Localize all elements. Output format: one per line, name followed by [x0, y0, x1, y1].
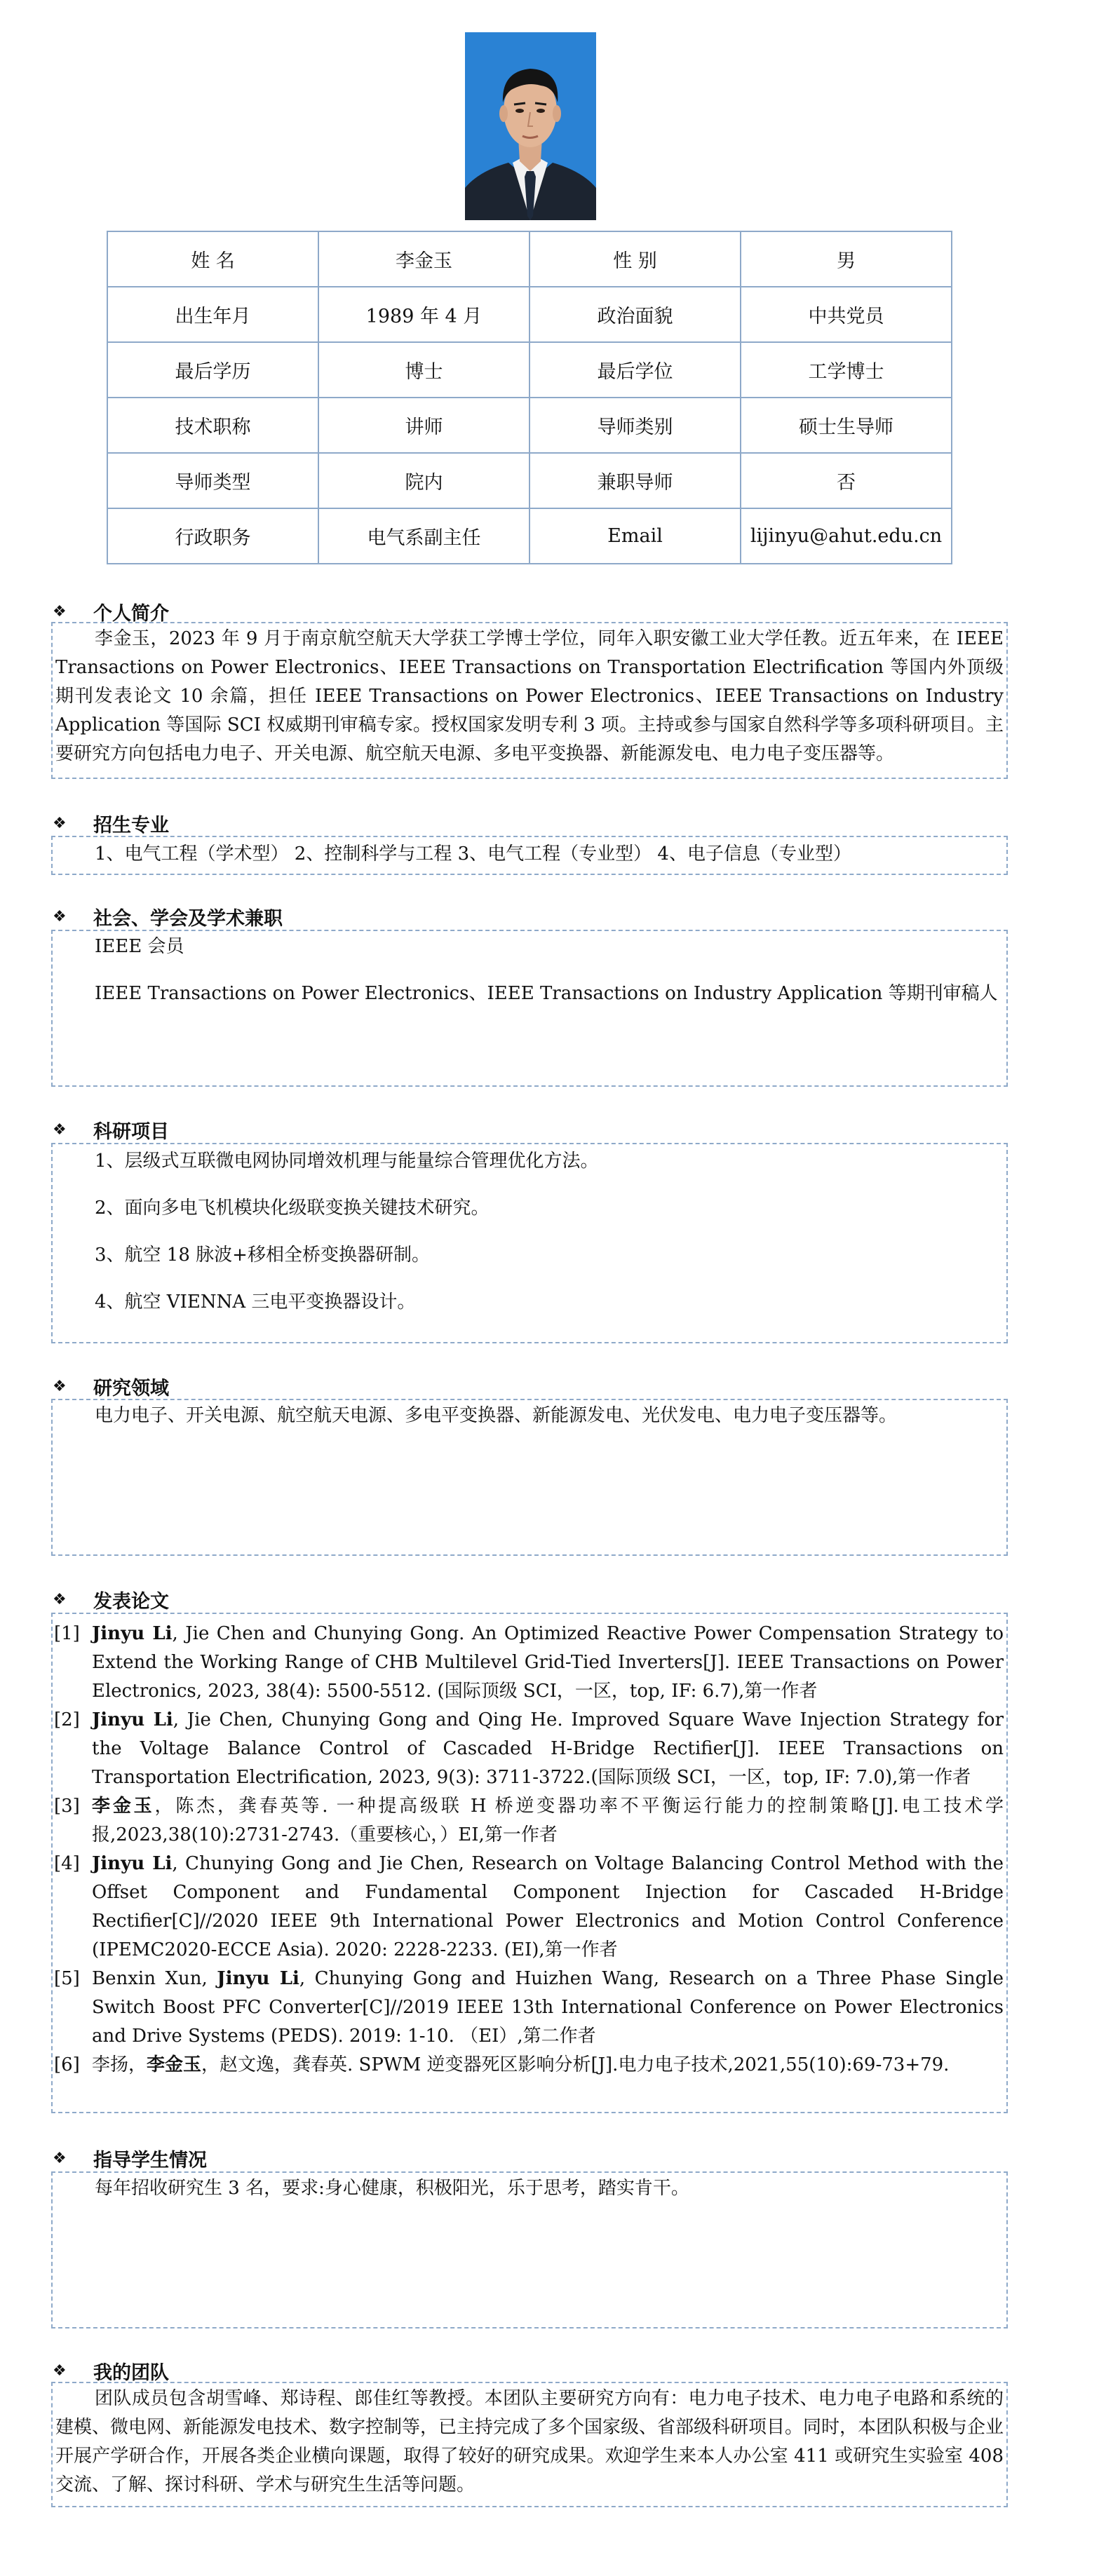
section-title-projects — [53, 1116, 169, 1144]
academic-title: 社会、学会及学术兼职 — [93, 908, 283, 930]
publication-details: , Jie Chen, Chunying Gong and Qing He. Improved Square Wave Injection Strategy for the Voltage Balance Control of Cascaded H-Bridge Rectifier[J]. IEEE Transactions on Transportation Electrification, 2023, 9(3): 3711-3722.(国际顶级 SCI，一区，top, IF: 7.0),第一作者 — [92, 1709, 1004, 1788]
profile-value: lijinyu@ahut.edu.cn — [741, 508, 952, 564]
profile-label: 政治面貌 — [529, 287, 741, 342]
publication-text — [92, 1965, 1004, 2051]
publication-number: [5] — [54, 1968, 80, 1989]
fields-box — [51, 1399, 1008, 1556]
publication-text — [92, 1620, 1004, 1706]
publication-number: [2] — [54, 1709, 80, 1730]
portrait-image — [465, 32, 596, 220]
project-item: 1、层级式互联微电网协同增效机理与能量综合管理优化方法。 — [95, 1151, 599, 1172]
fields-title: 研究领域 — [93, 1378, 169, 1399]
fields-text: 电力电子、开关电源、航空航天电源、多电平变换器、新能源发电、光伏发电、电力电子变压器等。 — [95, 1405, 898, 1426]
profile-value: 工学博士 — [741, 342, 952, 398]
profile-value: 院内 — [318, 453, 529, 508]
students-title: 指导学生情况 — [93, 2150, 207, 2171]
publication-item — [53, 1850, 1006, 1965]
projects-title: 科研项目 — [93, 1121, 169, 1143]
profile-value: 1989 年 4 月 — [318, 287, 529, 342]
publication-author: 李金玉 — [92, 1796, 155, 1817]
intro-text: 李金玉，2023 年 9 月于南京航空航天大学获工学博士学位，同年入职安徽工业大学任教。近五年来，在 IEEE Transactions on Power Electronics、IEEE Transactions on Transportation Electrification 等国内外顶级期刊发表论文 10 余篇，担任 IEEE Transactions on Power Electronics、IEEE Transactions on Industry Application 等国际 SCI 权威期刊审稿专家。授权国家发明专利 3 项。主持或参与国家自然科学等多项科研项目。主要研究方向包括电力电子、开关电源、航空航天电源、多电平变换器、新能源发电、电力电子变压器等。 — [55, 628, 1004, 764]
academic-line-2: IEEE Transactions on Power Electronics、IEEE Transactions on Industry Application 等期刊审稿人 — [95, 983, 998, 1004]
publication-details: ，赵文逸，龚春英. SPWM 逆变器死区影响分析[J].电力电子技术,2021,55(10):69-73+79. — [201, 2054, 950, 2075]
profile-value: 李金玉 — [318, 231, 529, 287]
team-box — [51, 2382, 1008, 2507]
profile-label: 性 别 — [529, 231, 741, 287]
publication-item — [53, 1792, 1006, 1850]
publication-prefix: 李扬， — [92, 2054, 147, 2075]
publication-details: , Jie Chen and Chunying Gong. An Optimized Reactive Power Compensation Strategy to Extend the Working Range of CHB Multilevel Grid-Tied Inverters[J]. IEEE Transactions on Power Electronics, 2023, 38(4): 5500-5512. (国际顶级 SCI，一区，top, IF: 6.7),第一作者 — [92, 1623, 1004, 1702]
section-title-team — [53, 2357, 169, 2385]
majors-box — [51, 836, 1008, 875]
publication-author: Jinyu Li — [92, 1709, 173, 1730]
publication-author: Jinyu Li — [217, 1968, 299, 1989]
diamond-bullet-icon: ❖ — [53, 908, 67, 926]
profile-row — [107, 342, 952, 398]
section-title-fields — [53, 1373, 169, 1400]
publication-number: [3] — [54, 1796, 80, 1817]
publication-item — [53, 1706, 1006, 1792]
papers-box — [51, 1613, 1008, 2113]
profile-label: 最后学位 — [529, 342, 741, 398]
profile-label: 出生年月 — [107, 287, 318, 342]
profile-label: 兼职导师 — [529, 453, 741, 508]
profile-value: 否 — [741, 453, 952, 508]
students-box — [51, 2171, 1008, 2328]
profile-row — [107, 231, 952, 287]
profile-value: 中共党员 — [741, 287, 952, 342]
publication-author: 李金玉 — [147, 2054, 202, 2075]
intro-title: 个人简介 — [93, 603, 169, 625]
profile-table — [107, 231, 952, 564]
students-text: 每年招收研究生 3 名，要求:身心健康，积极阳光，乐于思考，踏实肯干。 — [95, 2178, 689, 2199]
profile-label: Email — [529, 508, 741, 564]
project-item: 4、航空 VIENNA 三电平变换器设计。 — [95, 1292, 416, 1313]
profile-label: 最后学历 — [107, 342, 318, 398]
publication-item — [53, 1620, 1006, 1706]
publication-text — [92, 2051, 1004, 2080]
diamond-bullet-icon: ❖ — [53, 1378, 67, 1395]
publication-item — [53, 1965, 1006, 2051]
profile-row — [107, 398, 952, 453]
profile-value: 男 — [741, 231, 952, 287]
section-title-academic — [53, 903, 283, 930]
team-text: 团队成员包含胡雪峰、郑诗程、郎佳红等教授。本团队主要研究方向有：电力电子技术、电力电子电路和系统的建模、微电网、新能源发电技术、数字控制等，已主持完成了多个国家级、省部级科研项目。同时，本团队积极与企业开展产学研合作，开展各类企业横向课题，取得了较好的研究成果。欢迎学生来本人办公室 411 或研究生实验室 408 交流、了解、探讨科研、学术与研究生生活等问题。 — [55, 2388, 1004, 2495]
majors-text: 1、电气工程（学术型） 2、控制科学与工程 3、电气工程（专业型） 4、电子信息（专业型） — [95, 843, 851, 865]
publication-text — [92, 1792, 1004, 1850]
publication-item — [53, 2051, 1006, 2080]
project-item: 3、航空 18 脉波+移相全桥变换器研制。 — [95, 1245, 430, 1266]
section-title-papers — [53, 1586, 169, 1613]
publication-number: [4] — [54, 1853, 80, 1874]
publication-author: Jinyu Li — [92, 1853, 173, 1874]
diamond-bullet-icon: ❖ — [53, 815, 67, 832]
publication-number: [6] — [54, 2054, 80, 2075]
profile-label: 行政职务 — [107, 508, 318, 564]
profile-value: 博士 — [318, 342, 529, 398]
section-title-students — [53, 2145, 207, 2172]
publication-details: , Chunying Gong and Jie Chen, Research on Voltage Balancing Control Method with the Offset Component and Fundamental Component Injection for Cascaded H-Bridge Rectifier[C]//2020 IEEE 9th International Power Electronics and Motion Control Conference (IPEMC2020-ECCE Asia). 2020: 2228-2233. (EI),第一作者 — [92, 1853, 1004, 1960]
publication-details: , Chunying Gong and Huizhen Wang, Research on a Three Phase Single Switch Boost PFC Converter[C]//2019 IEEE 13th International Conference on Power Electronics and Drive Systems (PEDS). 2019: 1-10. （EI）,第二作者 — [92, 1968, 1004, 2047]
profile-photo — [465, 32, 596, 220]
publication-details: ，陈杰，龚春英等. 一种提高级联 H 桥逆变器功率不平衡运行能力的控制策略[J].电工技术学报,2023,38(10):2731-2743.（重要核心，）EI,第一作者 — [92, 1796, 1004, 1845]
profile-label: 导师类型 — [107, 453, 318, 508]
team-title: 我的团队 — [93, 2362, 169, 2384]
intro-box — [51, 622, 1008, 779]
profile-row — [107, 508, 952, 564]
diamond-bullet-icon: ❖ — [53, 603, 67, 621]
profile-row — [107, 287, 952, 342]
diamond-bullet-icon: ❖ — [53, 2362, 67, 2380]
profile-row — [107, 453, 952, 508]
diamond-bullet-icon: ❖ — [53, 1591, 67, 1608]
section-title-majors — [53, 810, 169, 837]
papers-title: 发表论文 — [93, 1591, 169, 1613]
profile-label: 姓 名 — [107, 231, 318, 287]
publication-prefix: Benxin Xun, — [92, 1968, 217, 1989]
academic-line-1: IEEE 会员 — [95, 936, 184, 957]
diamond-bullet-icon: ❖ — [53, 2150, 67, 2167]
publication-text — [92, 1706, 1004, 1792]
publication-number: [1] — [54, 1623, 80, 1644]
publication-text — [92, 1850, 1004, 1965]
profile-value: 硕士生导师 — [741, 398, 952, 453]
profile-label: 导师类别 — [529, 398, 741, 453]
majors-title: 招生专业 — [93, 815, 169, 836]
publication-author: Jinyu Li — [92, 1623, 173, 1644]
profile-label: 技术职称 — [107, 398, 318, 453]
profile-value: 电气系副主任 — [318, 508, 529, 564]
project-item: 2、面向多电飞机模块化级联变换关键技术研究。 — [95, 1198, 490, 1219]
academic-box — [51, 930, 1008, 1087]
profile-value: 讲师 — [318, 398, 529, 453]
projects-box — [51, 1143, 1008, 1343]
diamond-bullet-icon: ❖ — [53, 1121, 67, 1139]
